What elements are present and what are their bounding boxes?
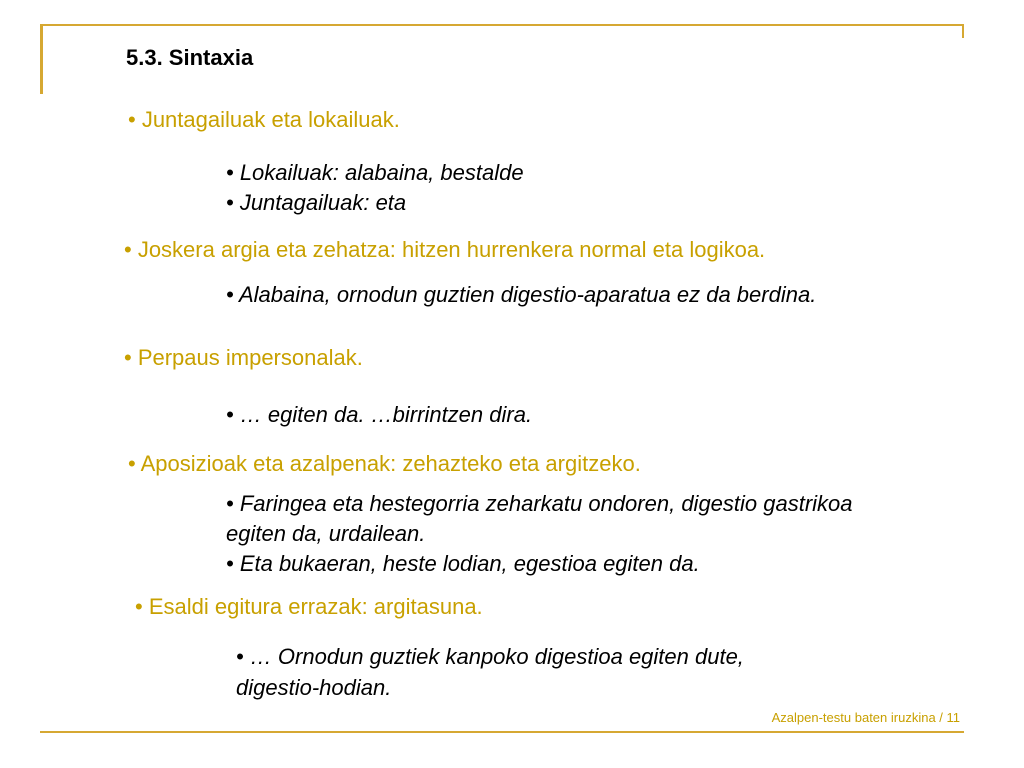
frame-left-rule — [40, 24, 43, 94]
bullet-apposition: • Aposizioak eta azalpenak: zehazteko eta argitzeko. — [128, 451, 641, 476]
frame-right-tick — [962, 24, 964, 38]
bullet-word-order: • Joskera argia eta zehatza: hitzen hurrenkera normal eta logikoa. — [124, 237, 766, 262]
bullet-connectors: • Juntagailuak eta lokailuak. — [128, 107, 400, 132]
frame-top-rule — [40, 24, 964, 26]
sub-bullet-juntagailuak: • Juntagailuak: eta — [226, 190, 407, 215]
sub-bullet-faringea-line1: • Faringea eta hestegorria zeharkatu ondoren, digestio gastrikoa — [226, 491, 853, 516]
frame-bottom-rule — [40, 731, 964, 733]
sub-bullet-egestioa: • Eta bukaeran, heste lodian, egestioa egiten da. — [226, 551, 700, 576]
sub-bullet-lokailuak: • Lokailuak: alabaina, bestalde — [226, 160, 524, 185]
sub-bullet-egiten-da: • … egiten da. …birrintzen dira. — [226, 402, 533, 427]
sub-bullet-ornodun-line1: • … Ornodun guztiek kanpoko digestioa egiten dute, — [236, 644, 744, 669]
slide-title: 5.3. Sintaxia — [126, 45, 254, 70]
sub-bullet-alabaina: • Alabaina, ornodun guztien digestio-aparatua ez da berdina. — [226, 282, 817, 307]
bullet-simple-structure: • Esaldi egitura errazak: argitasuna. — [135, 594, 483, 619]
slide-footer: Azalpen-testu baten iruzkina / 11 — [771, 710, 960, 725]
bullet-impersonal: • Perpaus impersonalak. — [124, 345, 363, 370]
sub-bullet-ornodun-line2: digestio-hodian. — [236, 675, 392, 700]
sub-bullet-faringea-line2: egiten da, urdailean. — [226, 521, 426, 546]
